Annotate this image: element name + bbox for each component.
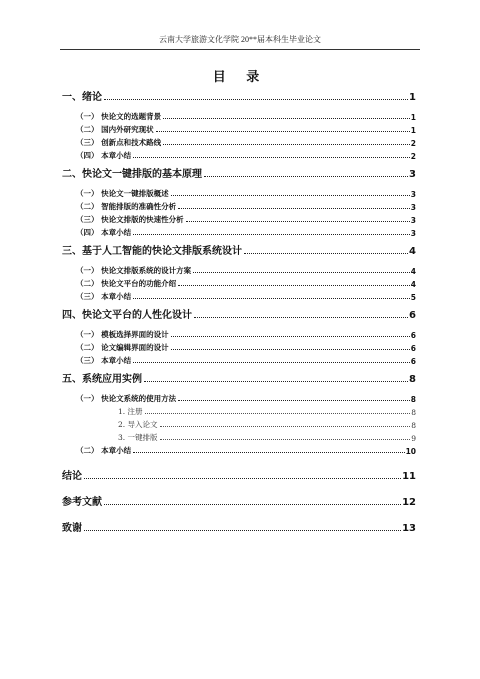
toc-entry-label: （三） 本章小结: [76, 292, 132, 301]
toc-entry[interactable]: [62, 124, 416, 135]
toc-entry[interactable]: [62, 342, 416, 353]
toc-entry-page-number: 8: [409, 374, 416, 385]
toc-entry-label: 一、绪论: [62, 92, 102, 103]
dot-leader: [133, 157, 410, 158]
toc-entry-page-number: 3: [410, 190, 416, 199]
toc-entry-page-number: 8: [410, 395, 416, 404]
toc-entry-label: （二） 论文编辑界面的设计: [76, 343, 169, 352]
toc-entry-page-number: 8: [411, 408, 416, 417]
dot-leader: [145, 413, 411, 414]
dot-leader: [133, 298, 410, 299]
toc-entry[interactable]: [62, 188, 416, 199]
toc-entry-label: （四） 本章小结: [76, 151, 132, 160]
dot-leader: [133, 234, 410, 235]
dot-leader: [186, 221, 410, 222]
toc-entry[interactable]: [62, 168, 416, 180]
toc-entry-label: （一） 快论文排版系统的设计方案: [76, 266, 192, 275]
dot-leader: [104, 504, 401, 505]
dot-leader: [178, 208, 410, 209]
toc-entry[interactable]: [62, 373, 416, 385]
toc-entry-page-number: 8: [411, 421, 416, 430]
toc-entry-page-number: 4: [409, 246, 416, 257]
toc-entry-label: 结论: [62, 471, 82, 482]
toc-entry[interactable]: [62, 214, 416, 225]
dot-leader: [84, 478, 401, 479]
toc-entry-label: （二） 智能排版的准确性分析: [76, 202, 177, 211]
toc-entry-label: 四、快论文平台的人性化设计: [62, 310, 192, 321]
toc-entry[interactable]: [62, 470, 416, 482]
toc-entry-label: （一） 快论文一键排版概述: [76, 189, 169, 198]
dot-leader: [163, 144, 410, 145]
dot-leader: [244, 253, 408, 254]
dot-leader: [133, 362, 410, 363]
dot-leader: [171, 349, 410, 350]
toc-entry-page-number: 11: [402, 471, 416, 482]
toc-entry[interactable]: [62, 445, 416, 456]
toc-entry-label: 二、快论文一键排版的基本原理: [62, 169, 202, 180]
toc-entry-label: 三、基于人工智能的快论文排版系统设计: [62, 246, 242, 257]
dot-leader: [160, 439, 411, 440]
toc-entry-page-number: 3: [409, 169, 416, 180]
toc-entry-label: 五、系统应用实例: [62, 374, 142, 385]
toc-entry-label: 3. 一键排版: [118, 433, 158, 442]
toc-entry-page-number: 3: [410, 216, 416, 225]
page-header: 云南大学旅游文化学院 20**届本科生毕业论文: [60, 34, 420, 50]
toc-entry-label: （一） 快论文的选题背景: [76, 112, 162, 121]
dot-leader: [84, 530, 401, 531]
toc-entry[interactable]: [62, 496, 416, 508]
dot-leader: [160, 426, 411, 427]
toc-entry[interactable]: [62, 265, 416, 276]
toc-entry[interactable]: [62, 329, 416, 340]
toc-entry-page-number: 6: [410, 331, 416, 340]
toc-entry[interactable]: [62, 393, 416, 404]
toc-entry-label: （一） 快论文系统的使用方法: [76, 394, 177, 403]
dot-leader: [171, 336, 410, 337]
toc-entry[interactable]: [62, 406, 416, 417]
toc-entry-label: 参考文献: [62, 497, 102, 508]
toc-entry-label: （二） 国内外研究现状: [76, 125, 154, 134]
toc-entry-page-number: 5: [410, 293, 416, 302]
toc-entry[interactable]: [62, 227, 416, 238]
dot-leader: [204, 176, 408, 177]
toc-entry-page-number: 4: [410, 280, 416, 289]
toc-entry[interactable]: [62, 291, 416, 302]
dot-leader: [194, 317, 408, 318]
dot-leader: [193, 272, 410, 273]
toc-entry-page-number: 13: [402, 523, 416, 534]
toc-entry-page-number: 3: [410, 203, 416, 212]
dot-leader: [104, 99, 408, 100]
toc-entry-label: （二） 快论文平台的功能介绍: [76, 279, 177, 288]
toc-entry-label: （四） 本章小结: [76, 228, 132, 237]
dot-leader: [156, 131, 410, 132]
toc-entry[interactable]: [62, 91, 416, 103]
toc-entry-label: 2. 导入论文: [118, 420, 158, 429]
toc-entry-label: （一） 模板选择界面的设计: [76, 330, 169, 339]
toc-entry-page-number: 10: [405, 447, 416, 456]
toc-entry-page-number: 6: [410, 357, 416, 366]
toc-entry-page-number: 6: [410, 344, 416, 353]
table-of-contents: [62, 91, 416, 534]
dot-leader: [178, 400, 410, 401]
toc-entry-page-number: 1: [410, 126, 416, 135]
toc-entry-page-number: 2: [410, 139, 416, 148]
dot-leader: [133, 452, 404, 453]
toc-entry[interactable]: [62, 278, 416, 289]
toc-entry-page-number: 4: [410, 267, 416, 276]
dot-leader: [178, 285, 410, 286]
toc-entry[interactable]: [62, 432, 416, 443]
toc-entry-page-number: 6: [409, 310, 416, 321]
toc-entry-page-number: 1: [410, 113, 416, 122]
toc-entry-label: （三） 创新点和技术路线: [76, 138, 162, 147]
toc-entry[interactable]: [62, 150, 416, 161]
toc-entry-page-number: 1: [409, 92, 416, 103]
dot-leader: [163, 118, 410, 119]
toc-title: 目 录: [212, 70, 268, 85]
toc-entry[interactable]: [62, 522, 416, 534]
toc-entry-page-number: 2: [410, 152, 416, 161]
toc-entry[interactable]: [62, 111, 416, 122]
toc-entry[interactable]: [62, 309, 416, 321]
toc-entry[interactable]: [62, 419, 416, 430]
toc-entry-page-number: 9: [411, 434, 416, 443]
toc-entry[interactable]: [62, 201, 416, 212]
toc-entry-label: （二） 本章小结: [76, 446, 132, 455]
toc-entry-label: 1. 注册: [118, 407, 143, 416]
toc-entry-label: （三） 快论文排版的快速性分析: [76, 215, 184, 224]
toc-entry[interactable]: [62, 137, 416, 148]
toc-entry[interactable]: [62, 245, 416, 257]
toc-entry-label: 致谢: [62, 523, 82, 534]
toc-entry-page-number: 3: [410, 229, 416, 238]
dot-leader: [171, 195, 410, 196]
toc-entry-label: （三） 本章小结: [76, 356, 132, 365]
dot-leader: [144, 381, 408, 382]
toc-entry[interactable]: [62, 355, 416, 366]
toc-entry-page-number: 12: [402, 497, 416, 508]
